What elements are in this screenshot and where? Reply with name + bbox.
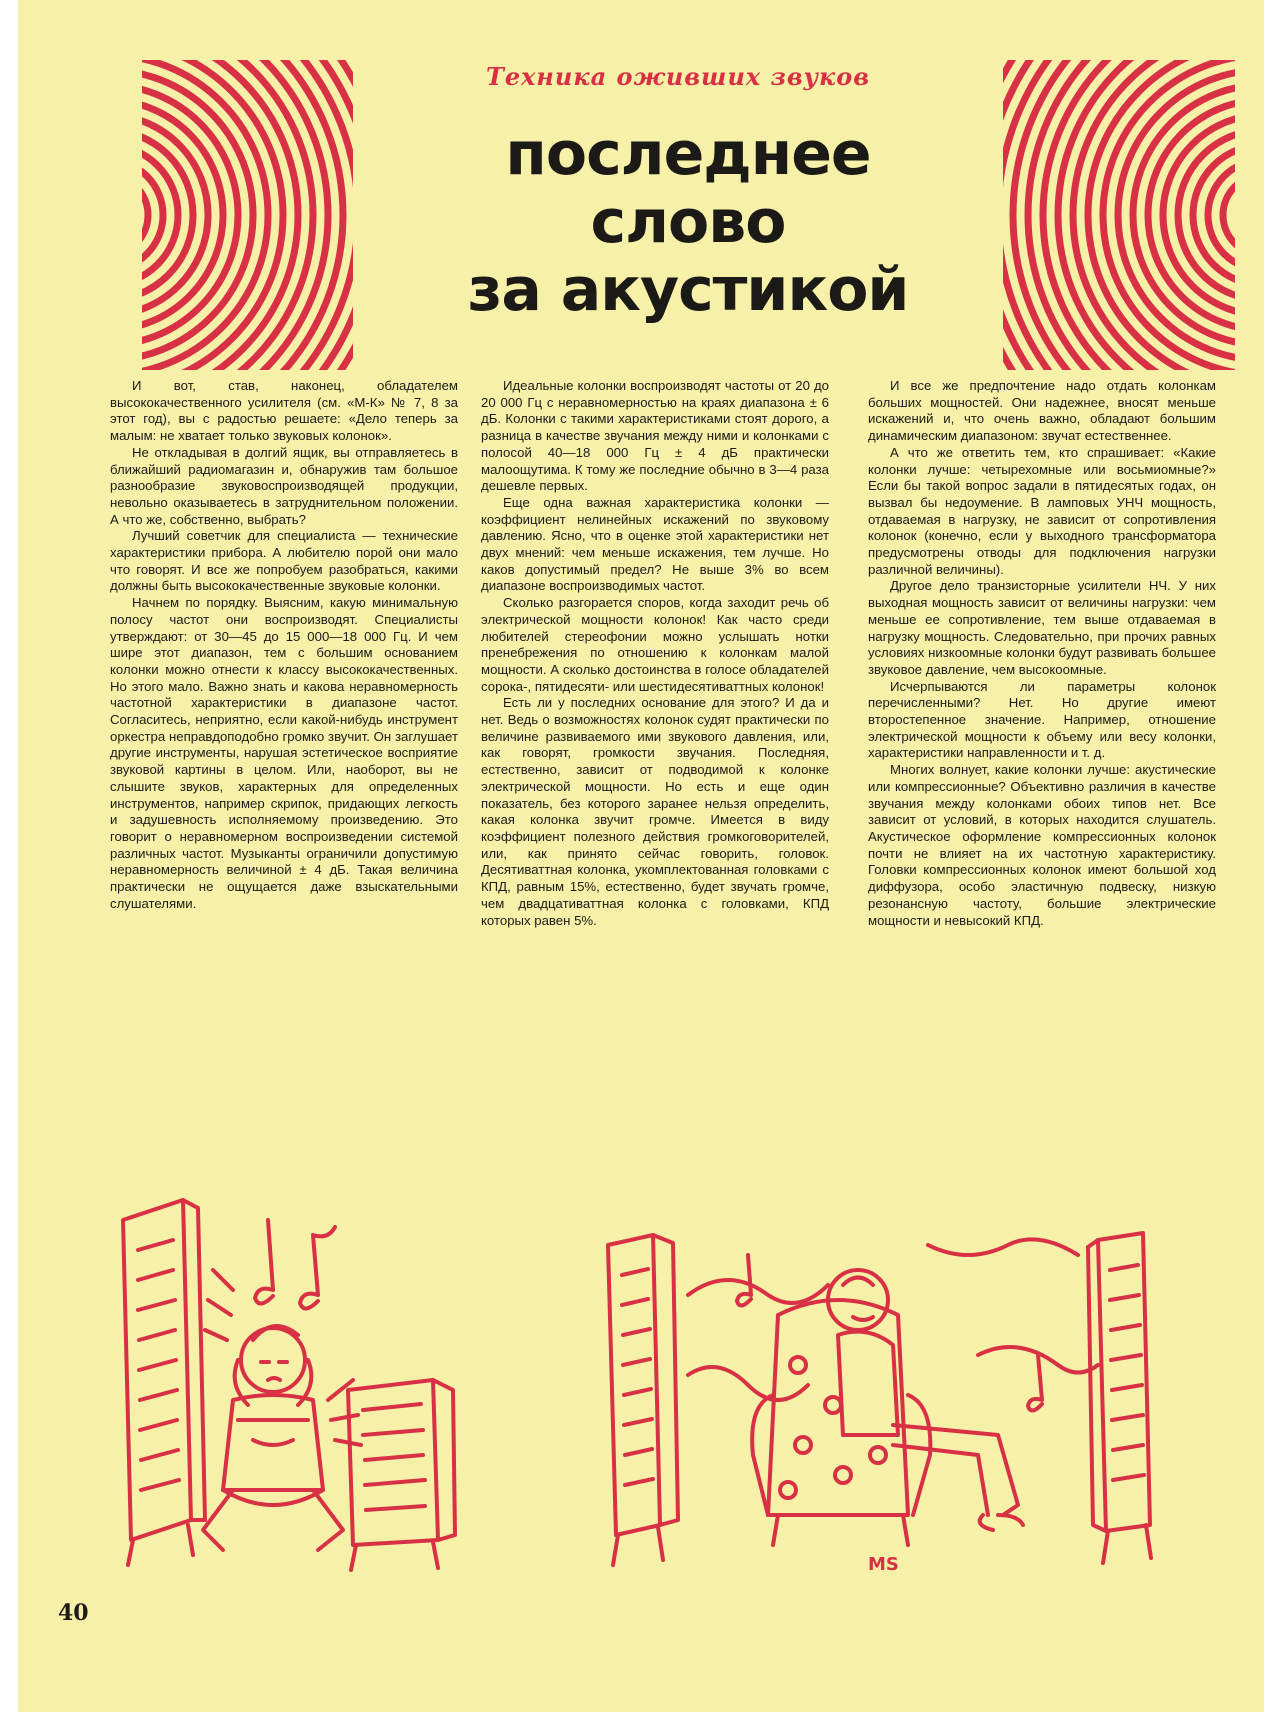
paragraph: Идеальные колонки воспроизводят частоты от 20 до 20 000 Гц с неравномерностью на краях диапазона ± 6 дБ. Колонки с такими характеристиками стоят дорого, а разница в качестве звучания между ними и колонками с полосой 40—18 000 Гц ± 4 дБ практически малоощутима. К тому же последние обычно в 3—4 раза дешевле первых. [481,378,829,494]
paragraph: Другое дело транзисторные усилители НЧ. У них выходная мощность зависит от величины нагрузки: чем меньше ее сопротивление, тем выше отдаваемая в нагрузку мощность. Следовательно, при прочих равных условиях низкоомные колонки будут развивать большее звуковое давление, чем высокоомные. [868,578,1216,677]
paragraph: Исчерпываются ли параметры колонок перечисленными? Нет. Но другие имеют второстепенное значение. Например, отношение электрической мощности к объему или весу колонки, характеристики направленности и т. д. [868,678,1216,761]
illustration-loud-speakers [113,1190,473,1580]
man-head [241,1328,305,1392]
title-line-2: слово [590,187,786,257]
tall-speaker [1098,1233,1150,1531]
article-title [438,120,938,324]
music-note [300,1227,335,1309]
paragraph: Начнем по порядку. Выясним, какую минимальную полосу частот они воспроизводят. Специалисты утверждают: от 30—45 до 15 000—18 000 Гц. И чем шире этот диапазон, тем с большим основанием колонки можно отнести к классу высококачественных. Но этого мало. Важно знать и какова неравномерность частотной характеристики в диапазоне частот. Согласитесь, неприятно, если какой-нибудь инструмент оркестра неправдоподобно громко звучит. Он заглушает другие инструменты, нарушая эстетическое восприятие звуковой картины в целом. Или, наоборот, вы не слышите звуков, характерных для определенных инструментов, например скрипок, придающих легкость и задушевность исполняемому произведению. Это говорит о неравномерном воспроизведении системой различных частот. Музыканты ограничили допустимую неравномерность величиной ± 4 дБ. Такая величина практически не ощущается даже взыскательными слушателями. [110,595,458,911]
right-rings-graphic [953,60,1263,370]
paragraph: Есть ли у последних основание для этого? И да и нет. Ведь о возможностях колонок судят практически по величине развиваемого ими звукового давления, или, как говорят, громкости звучания. Последняя, естественно, зависит от подводимой к колонке электрической мощности. Но есть и еще один показатель, без которого заранее нельзя определить, какая колонка звучит громче. Имеется в виду коэффициент полезного действия громкоговорителей, или, как принято сейчас говорить, головок. Десятиваттная колонка, укомплектованная головками с КПД, равным 15%, естественно, будет звучать громче, чем двадцативаттная колонка с головками, КПД которых равен 5%. [481,695,829,928]
paragraph: И все же предпочтение надо отдать колонкам больших мощностей. Они надежнее, вносят меньше искажений и, что очень важно, обладают большим динамическим диапазоном: звучат естественнее. [868,378,1216,444]
section-rubric: Техника оживших звуков [485,62,871,91]
small-speaker [348,1380,438,1545]
music-note [255,1220,273,1304]
left-rings-graphic [108,60,418,370]
paragraph: Лучший советчик для специалиста — технические характеристики прибора. А любителю порой они мало что говорят. И все же попробуем разобраться, какими должны быть высококачественные звуковые колонки. [110,528,458,594]
title-line-1: последнее [505,119,871,189]
text-column-1 [110,378,458,913]
text-column-3 [868,378,1216,929]
tall-speaker [123,1200,191,1540]
paragraph: Не откладывая в долгий ящик, вы отправляетесь в ближайший радиомагазин и, обнаружив там большое разнообразие звуковоспроизводящей продукции, невольно оказываетесь в затруднительном положении. А что же, собственно, выбрать? [110,444,458,527]
illustrator-signature: MS [868,1554,899,1575]
paragraph: Еще одна важная характеристика колонки — коэффициент нелинейных искажений по звуковому давлению. Ясно, что в оценке этой характеристики нет двух мнений: чем меньше искажения, тем лучше. Но каков допустимый предел? Не выше 3% во всем диапазоне воспроизводимых частот. [481,494,829,594]
magazine-page [18,0,1264,1712]
paragraph: А что же ответить тем, кто спрашивает: «Какие колонки лучше: четырехомные или восьмиомные?» Если бы такой вопрос задали в пятидесятых годах, он вызвал бы недоумение. В ламповых УНЧ мощность, отдаваемая в нагрузку, не зависит от сопротивления колонок (конечно, если у выходного трансформатора предусмотрены отводы для подключения нагрузки различной величины). [868,444,1216,577]
paragraph: Многих волнует, какие колонки лучше: акустические или компрессионные? Объективно различия в качестве звучания между колонками обоих типов нет. Все зависит от условий, в которых находится слушатель. Акустическое оформление компрессионных колонок почти не влияет на их частотную характеристику. Головки компрессионных колонок имеют большой ход диффузора, особо эластичную подвеску, низкую резонансную частоту, большие электрические мощности и невысокий КПД. [868,762,1216,928]
title-line-3: за акустикой [467,255,909,325]
tall-speaker [608,1235,660,1535]
text-column-2 [481,378,829,929]
illustration-relaxed-listener [598,1225,1178,1585]
music-note [1028,1355,1042,1411]
paragraph: И вот, став, наконец, обладателем высококачественного усилителя (см. «М-К» № 7, 8 за этот год), вы с радостью решаете: «Дело теперь за малым: не хватает только звуковых колонок». [110,378,458,444]
paragraph: Сколько разгорается споров, когда заходит речь об электрической мощности колонок! Как часто среди любителей стереофонии можно услышать нотки пренебрежения по отношению к колонкам малой мощности. А сколько достоинства в голосе обладателей сорока-, пятидесяти- или шестидесятиваттных колонок! [481,595,829,694]
page-number: 40 [58,1600,89,1626]
